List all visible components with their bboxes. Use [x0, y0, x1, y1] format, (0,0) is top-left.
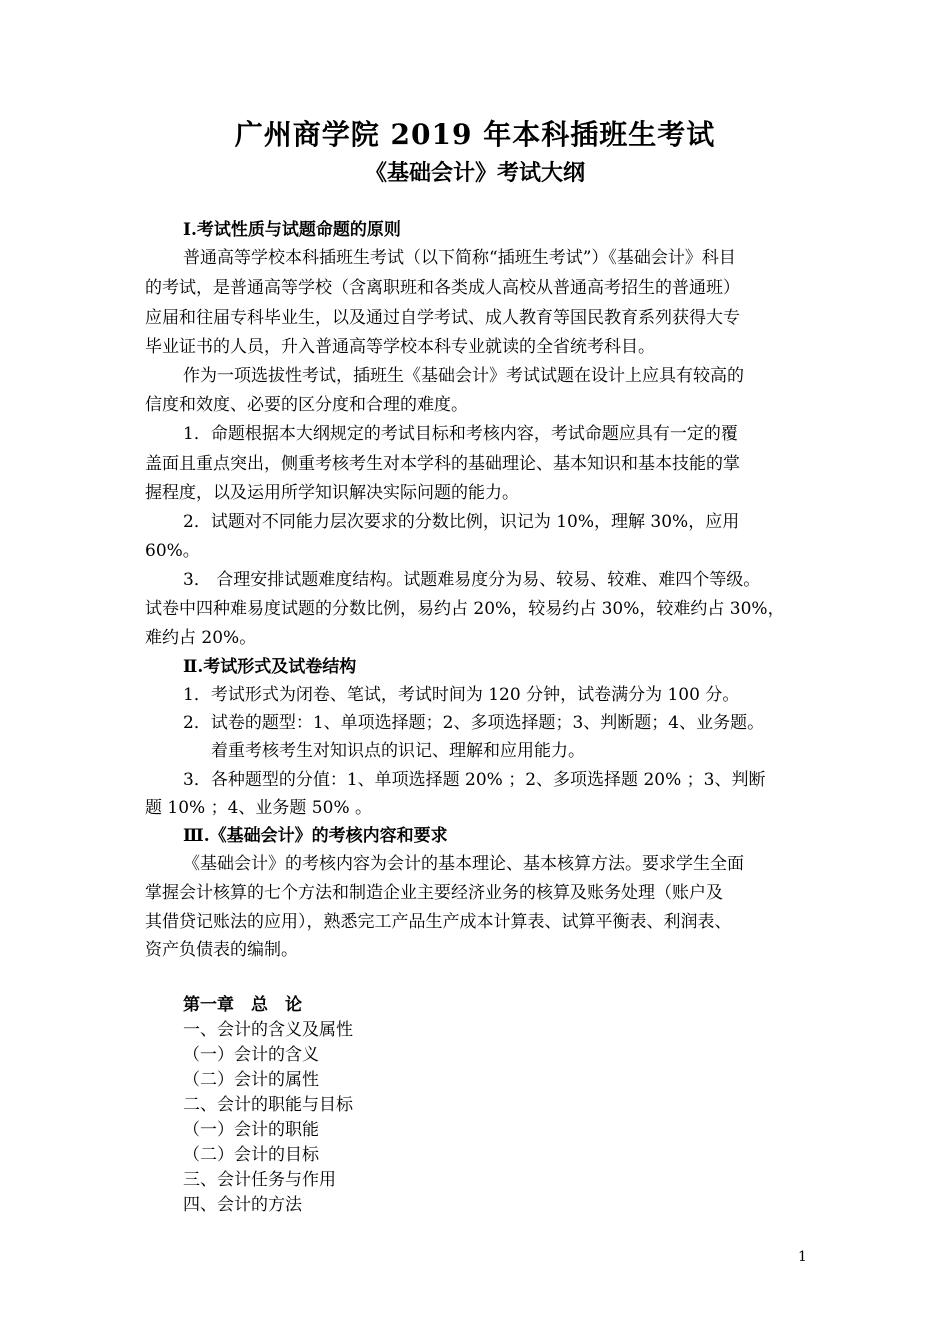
paragraph-line: 的考试，是普通高等学校（含离职班和各类成人高校从普通高考招生的普通班）	[145, 278, 740, 298]
outline-item: 二、会计的职能与目标	[183, 1095, 353, 1115]
section-heading-3: Ⅲ.《基础会计》的考核内容和要求	[183, 826, 448, 846]
outline-item: （一）会计的职能	[183, 1120, 319, 1140]
paragraph-line: 普通高等学校本科插班生考试（以下简称“插班生考试”）《基础会计》科目	[183, 248, 736, 268]
paragraph-line: 应届和往届专科毕业生，以及通过自学考试、成人教育等国民教育系列获得大专	[145, 308, 740, 328]
paragraph-line: 试卷中四种难易度试题的分数比例，易约占 20%，较易约占 30%，较难约占 30%，	[145, 599, 785, 619]
paragraph-line: 资产负债表的编制。	[145, 940, 298, 960]
paragraph-line: 作为一项选拔性考试，插班生《基础会计》考试试题在设计上应具有较高的	[183, 366, 744, 386]
paragraph-line: 掌握会计核算的七个方法和制造企业主要经济业务的核算及账务处理（账户及	[145, 883, 723, 903]
paragraph-line: 握程度，以及运用所学知识解决实际问题的能力。	[145, 483, 519, 503]
document-subtitle: 《基础会计》考试大纲	[364, 160, 585, 186]
outline-item: 一、会计的含义及属性	[183, 1020, 353, 1040]
paragraph-line: 1．命题根据本大纲规定的考试目标和考核内容，考试命题应具有一定的覆	[183, 424, 738, 444]
chapter-heading: 第一章 总 论	[183, 995, 302, 1015]
paragraph-line: 信度和效度、必要的区分度和合理的难度。	[145, 395, 468, 415]
outline-item: （二）会计的目标	[183, 1145, 319, 1165]
paragraph-line: 毕业证书的人员，升入普通高等学校本科专业就读的全省统考科目。	[145, 337, 655, 357]
paragraph-line: 其借贷记账法的应用），熟悉完工产品生产成本计算表、试算平衡表、利润表、	[145, 912, 732, 932]
paragraph-line: 1．考试形式为闭卷、笔试，考试时间为 120 分钟，试卷满分为 100 分。	[183, 685, 740, 705]
page-number: 1	[798, 1249, 807, 1265]
paragraph-line: 3． 合理安排试题难度结构。试题难易度分为易、较易、较难、难四个等级。	[183, 570, 761, 590]
paragraph-line: 题 10% ；4、业务题 50% 。	[145, 798, 373, 818]
paragraph-line: 60%。	[145, 541, 200, 561]
outline-item: （一）会计的含义	[183, 1045, 319, 1065]
paragraph-line: 2．试题对不同能力层次要求的分数比例，识记为 10%，理解 30%，应用	[183, 512, 740, 532]
paragraph-line: 《基础会计》的考核内容为会计的基本理论、基本核算方法。要求学生全面	[183, 854, 744, 874]
paragraph-line: 盖面且重点突出，侧重考核考生对本学科的基础理论、基本知识和基本技能的掌	[145, 454, 740, 474]
paragraph-line: 着重考核考生对知识点的识记、理解和应用能力。	[211, 741, 585, 761]
paragraph-line: 3．各种题型的分值：1、单项选择题 20% ；2、多项选择题 20% ；3、判断	[183, 770, 766, 790]
section-heading-1: Ⅰ.考试性质与试题命题的原则	[183, 220, 401, 240]
document-title: 广州商学院 2019 年本科插班生考试	[234, 118, 716, 151]
paragraph-line: 难约占 20%。	[145, 628, 257, 648]
outline-item: 四、会计的方法	[183, 1195, 302, 1215]
outline-item: （二）会计的属性	[183, 1070, 319, 1090]
section-heading-2: Ⅱ.考试形式及试卷结构	[183, 657, 357, 677]
outline-item: 三、会计任务与作用	[183, 1170, 336, 1190]
paragraph-line: 2．试卷的题型：1、单项选择题；2、多项选择题；3、判断题；4、业务题。	[183, 713, 765, 733]
